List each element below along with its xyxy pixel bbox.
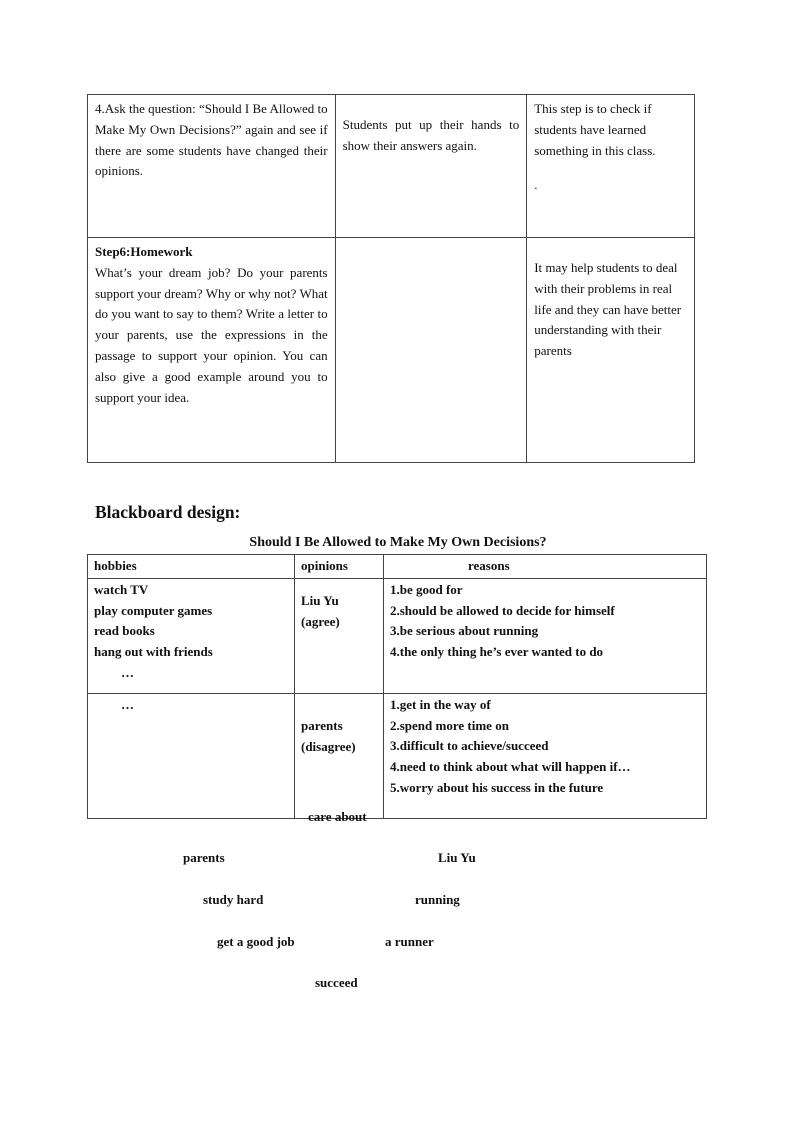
hobby-item: … bbox=[121, 696, 134, 712]
hobbies-cell bbox=[88, 693, 295, 818]
mindmap-running: running bbox=[415, 892, 460, 907]
activity-text: 4.Ask the question: “Should I Be Allowed to Make My Own Decisions?” again and see if there are some students have changed their opinions. bbox=[95, 101, 328, 179]
table-row bbox=[88, 95, 695, 238]
lesson-plan-table bbox=[87, 94, 695, 463]
table-row bbox=[88, 238, 695, 463]
opinion-who: parents bbox=[301, 717, 343, 733]
reason-item: 3.be serious about running bbox=[390, 623, 539, 639]
purpose-cell bbox=[527, 95, 695, 238]
reasons-cell bbox=[384, 693, 707, 818]
reason-item: 2.should be allowed to decide for himself bbox=[390, 602, 615, 618]
hobby-item: … bbox=[121, 664, 134, 680]
mindmap-succeed: succeed bbox=[315, 975, 358, 990]
blackboard-heading: Blackboard design: bbox=[95, 502, 241, 522]
mindmap-parents: parents bbox=[183, 850, 225, 865]
activity-cell bbox=[88, 95, 336, 238]
reason-item: 2.spend more time on bbox=[390, 717, 509, 733]
mindmap-get-a-good-job: get a good job bbox=[217, 934, 295, 949]
reason-item: 1.get in the way of bbox=[390, 696, 491, 712]
hobby-item: hang out with friends bbox=[94, 644, 213, 660]
opinion-cell bbox=[295, 578, 384, 693]
blackboard-title: Should I Be Allowed to Make My Own Decisions? bbox=[249, 535, 547, 550]
reason-item: 1.be good for bbox=[390, 581, 463, 597]
header-row bbox=[88, 555, 707, 579]
blackboard-table bbox=[87, 554, 707, 819]
reason-item: 4.the only thing he’s ever wanted to do bbox=[390, 644, 604, 660]
reason-item: 5.worry about his success in the future bbox=[390, 779, 604, 795]
mindmap-a-runner: a runner bbox=[385, 934, 434, 949]
opinion-cell bbox=[295, 693, 384, 818]
student-cell bbox=[335, 95, 527, 238]
opinion-stance: (agree) bbox=[301, 613, 340, 629]
table-row bbox=[88, 578, 707, 693]
step-title: Step6:Homework bbox=[95, 244, 193, 259]
mindmap-study-hard: study hard bbox=[203, 892, 264, 907]
activity-text: What’s your dream job? Do your parents support your dream? Why or why not? What do you want to say to them? Write a letter to your parents, use the expressions in the passage to support your opinion. You can also give a good example around you to support your idea. bbox=[95, 264, 328, 405]
table-row bbox=[88, 693, 707, 818]
mindmap-liu-yu: Liu Yu bbox=[438, 850, 476, 865]
purpose-extra: . bbox=[534, 177, 538, 193]
header-hobbies: hobbies bbox=[88, 555, 295, 579]
header-reasons: reasons bbox=[384, 555, 707, 579]
purpose-text: It may help students to deal with their problems in real life and they can have better understanding with their parents bbox=[534, 260, 682, 359]
hobby-item: read books bbox=[94, 623, 155, 639]
reasons-cell bbox=[384, 578, 707, 693]
hobbies-cell bbox=[88, 578, 295, 693]
activity-cell bbox=[88, 238, 336, 463]
opinion-who: Liu Yu bbox=[301, 592, 339, 608]
student-text: Students put up their hands to show their answers again. bbox=[342, 117, 520, 153]
opinion-stance: (disagree) bbox=[301, 738, 356, 754]
header-opinions: opinions bbox=[295, 555, 384, 579]
purpose-cell bbox=[527, 238, 695, 463]
reason-item: 4.need to think about what will happen if… bbox=[390, 759, 631, 775]
student-cell bbox=[335, 238, 527, 463]
reason-item: 3.difficult to achieve/succeed bbox=[390, 738, 549, 754]
mindmap-care-about: care about bbox=[308, 809, 367, 824]
hobby-item: watch TV bbox=[94, 581, 149, 597]
hobby-item: play computer games bbox=[94, 602, 213, 618]
purpose-text: This step is to check if students have learned something in this class. bbox=[534, 101, 656, 158]
